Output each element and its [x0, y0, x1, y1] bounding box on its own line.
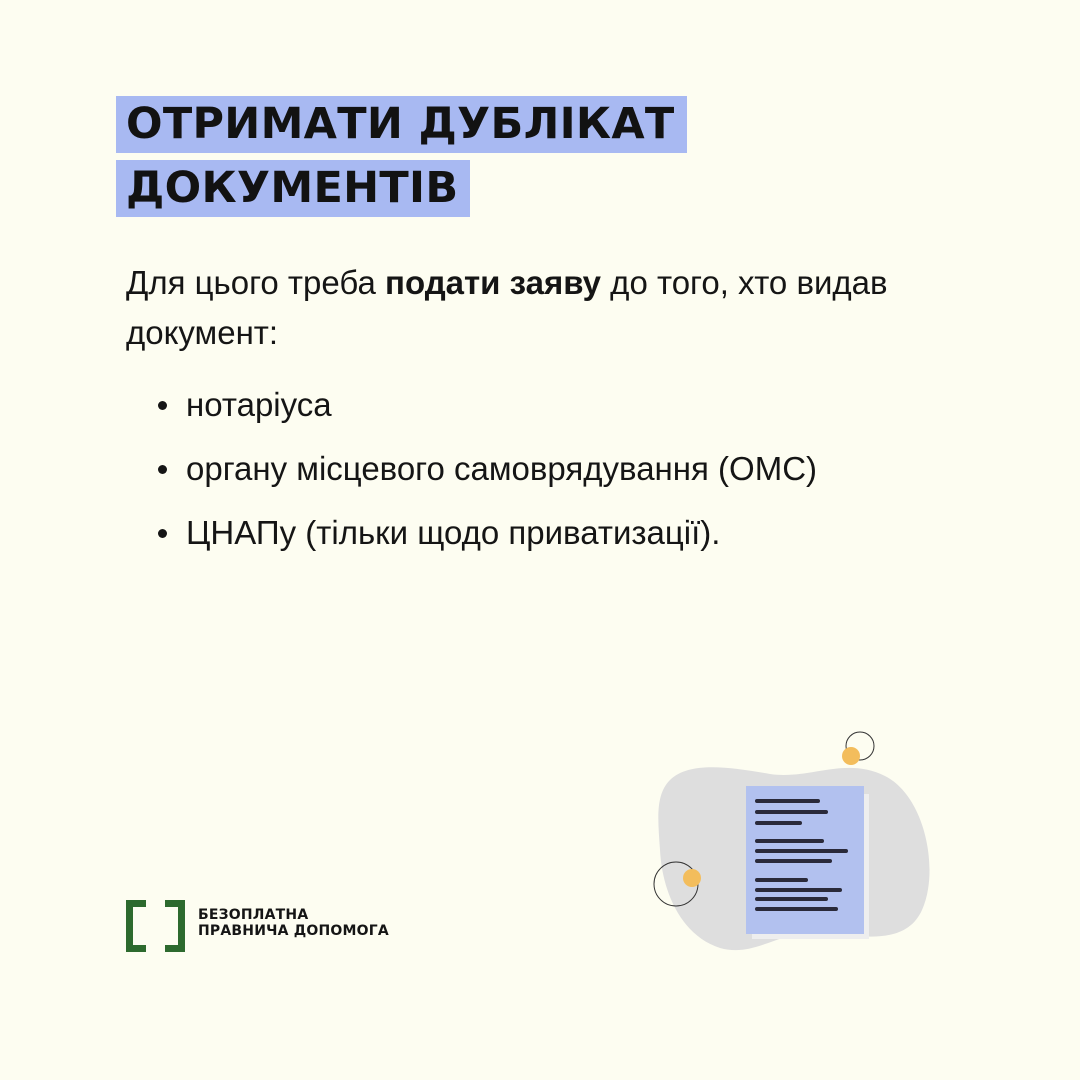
logo-text-line-1: БЕЗОПЛАТНА	[198, 907, 309, 923]
list-item	[158, 508, 817, 572]
authority-list	[158, 380, 817, 572]
intro-text-start: Для цього треба	[126, 264, 386, 301]
bullet-icon	[158, 401, 167, 410]
bullet-icon	[158, 465, 167, 474]
list-item	[158, 380, 817, 444]
orange-dot-left	[683, 869, 701, 887]
list-item-text: органу місцевого самоврядування (ОМС)	[186, 450, 818, 487]
title-line-2: ДОКУМЕНТІВ	[116, 160, 470, 217]
logo-text	[198, 907, 389, 939]
orange-dot-top	[842, 747, 860, 765]
list-item-text: ЦНАПу (тільки щодо приватизації).	[186, 514, 721, 551]
document-illustration	[640, 720, 950, 970]
intro-text-end: до того, хто видав документ:	[126, 264, 888, 351]
bullet-icon	[158, 529, 167, 538]
intro-text-bold: подати заяву	[385, 264, 602, 301]
page-title	[116, 96, 687, 213]
brackets-logo-icon	[126, 900, 188, 952]
title-line-1: ОТРИМАТИ ДУБЛІКАТ	[116, 96, 687, 153]
list-item	[158, 444, 817, 508]
list-item-text: нотаріуса	[186, 386, 332, 423]
organization-logo	[126, 900, 426, 952]
intro-paragraph	[126, 258, 946, 358]
logo-text-line-2: ПРАВНИЧА ДОПОМОГА	[198, 923, 389, 939]
